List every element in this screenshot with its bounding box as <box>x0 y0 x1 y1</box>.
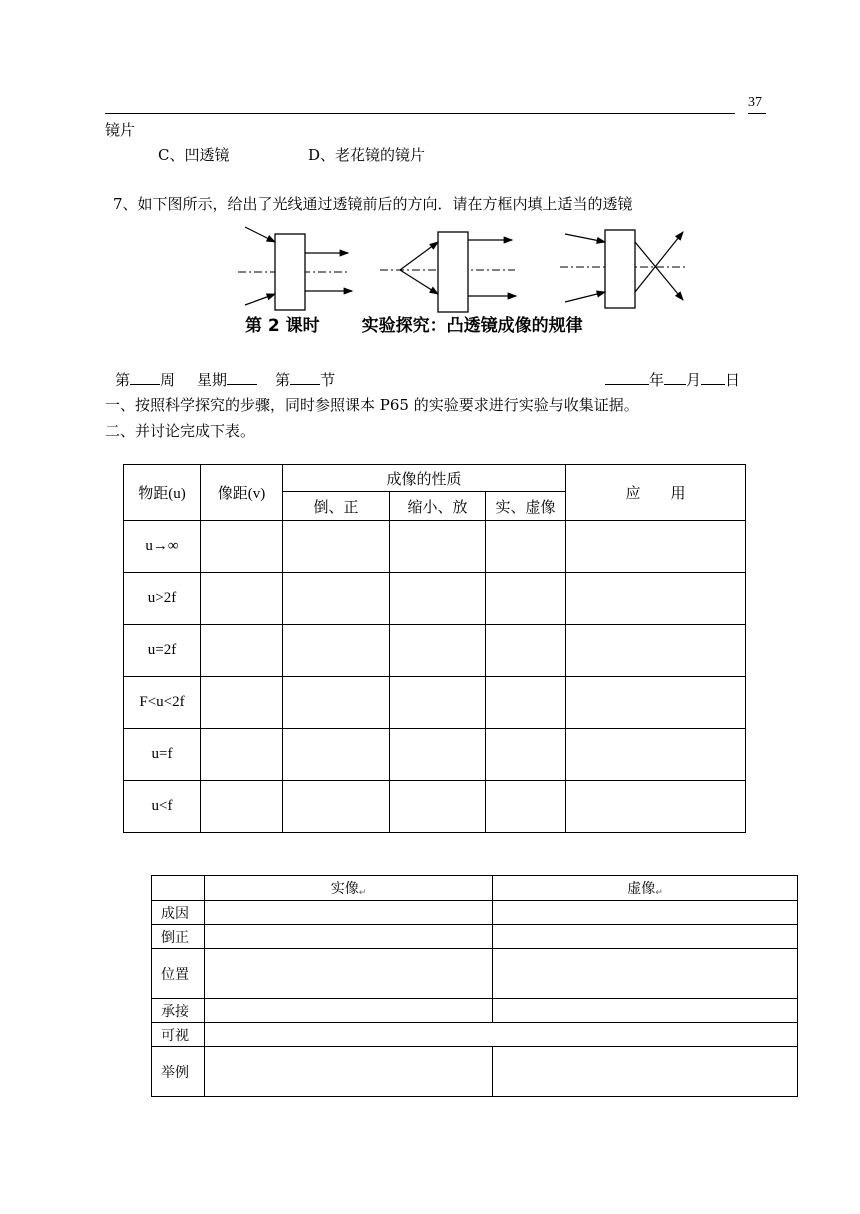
blank-period <box>290 369 320 385</box>
answer-cell[interactable] <box>566 521 746 573</box>
answer-cell[interactable] <box>566 625 746 677</box>
lens-diagram-1 <box>238 227 352 310</box>
answer-cell[interactable] <box>205 901 493 925</box>
lens-diagrams <box>230 222 700 317</box>
header-rule <box>105 113 735 114</box>
answer-cell[interactable] <box>205 925 493 949</box>
row-label: u→∞ <box>124 521 201 573</box>
label-di: 第 <box>115 371 131 389</box>
table-row <box>152 925 798 949</box>
instruction-1: 一、按照科学探究的步骤，同时参照课本 P65 的实验要求进行实验与收集证据。 <box>105 396 639 414</box>
answer-cell[interactable] <box>201 729 283 781</box>
question-7: 7、如下图所示，给出了光线通过透镜前后的方向．请在方框内填上适当的透镜 <box>113 195 633 213</box>
header-application: 应 用 <box>566 465 746 521</box>
header-virtual: 虚像↵ <box>493 876 798 901</box>
answer-cell[interactable] <box>205 999 493 1023</box>
answer-cell[interactable] <box>205 1047 493 1097</box>
option-c: C、凹透镜 <box>158 146 230 164</box>
lens-diagram-3 <box>560 230 685 308</box>
answer-cell[interactable] <box>493 901 798 925</box>
answer-cell[interactable] <box>566 729 746 781</box>
row-label: 位置 <box>152 949 205 999</box>
answer-cell[interactable] <box>566 573 746 625</box>
page-number: 37 <box>748 95 762 110</box>
answer-cell[interactable] <box>283 677 390 729</box>
answer-cell[interactable] <box>486 521 566 573</box>
lesson-title <box>245 316 583 336</box>
row-label: 可视 <box>152 1023 205 1047</box>
table-row <box>124 729 746 781</box>
blank-weekday <box>227 369 257 385</box>
answer-cell[interactable] <box>493 949 798 999</box>
answer-cell[interactable] <box>201 781 283 833</box>
header-size: 缩小、放 <box>390 492 486 521</box>
answer-cell[interactable] <box>493 999 798 1023</box>
line-continuation: 镜片 <box>105 121 136 139</box>
answer-cell[interactable] <box>390 677 486 729</box>
row-label: u>2f <box>124 573 201 625</box>
row-label: F<u<2f <box>124 677 201 729</box>
answer-cell[interactable] <box>390 781 486 833</box>
answer-cell[interactable] <box>283 573 390 625</box>
table-row <box>152 949 798 999</box>
instruction-2: 二、并讨论完成下表。 <box>105 422 256 440</box>
page-number-underline <box>748 113 766 114</box>
week-line <box>115 369 335 390</box>
answer-cell[interactable] <box>201 521 283 573</box>
table-row <box>124 781 746 833</box>
header-object-distance: 物距(u) <box>124 465 201 521</box>
answer-cell[interactable] <box>390 729 486 781</box>
label-yue: 月 <box>686 371 702 389</box>
label-nian: 年 <box>649 371 665 389</box>
table-row <box>152 1023 798 1047</box>
option-d: D、老花镜的镜片 <box>308 146 426 164</box>
answer-cell[interactable] <box>486 625 566 677</box>
answer-cell[interactable] <box>493 1047 798 1097</box>
table-row <box>152 999 798 1023</box>
table-row <box>124 573 746 625</box>
answer-cell[interactable] <box>493 925 798 949</box>
answer-cell[interactable] <box>283 521 390 573</box>
corner-cell <box>152 876 205 901</box>
answer-cell[interactable] <box>566 677 746 729</box>
blank-month <box>664 369 686 385</box>
answer-cell[interactable] <box>205 1023 798 1047</box>
answer-cell[interactable] <box>390 521 486 573</box>
answer-cell[interactable] <box>390 573 486 625</box>
label-zhou: 周 <box>160 371 176 389</box>
blank-week <box>130 369 160 385</box>
header-image-distance: 像距(v) <box>201 465 283 521</box>
imaging-table <box>123 464 746 833</box>
row-label: 倒正 <box>152 925 205 949</box>
blank-year <box>605 369 649 385</box>
label-xingqi: 星期 <box>197 371 228 389</box>
header-real: 实像↵ <box>205 876 493 901</box>
answer-cell[interactable] <box>283 729 390 781</box>
row-label: u<f <box>124 781 201 833</box>
label-jie: 节 <box>320 371 336 389</box>
table-row <box>124 677 746 729</box>
row-label: u=2f <box>124 625 201 677</box>
row-label: 成因 <box>152 901 205 925</box>
row-label: 承接 <box>152 999 205 1023</box>
table-row <box>124 521 746 573</box>
label-ri: 日 <box>725 371 741 389</box>
answer-cell[interactable] <box>566 781 746 833</box>
header-properties: 成像的性质 <box>283 465 566 492</box>
date-line <box>605 369 740 390</box>
answer-cell[interactable] <box>486 729 566 781</box>
answer-cell[interactable] <box>205 949 493 999</box>
lesson-topic: 实验探究：凸透镜成像的规律 <box>361 316 583 336</box>
table-row <box>152 901 798 925</box>
label-di2: 第 <box>275 371 291 389</box>
answer-cell[interactable] <box>390 625 486 677</box>
lens-diagram-2 <box>380 232 516 312</box>
lesson-number: 第 2 课时 <box>245 316 320 336</box>
table-row <box>152 1047 798 1097</box>
row-label: 举例 <box>152 1047 205 1097</box>
answer-cell[interactable] <box>486 781 566 833</box>
row-label: u=f <box>124 729 201 781</box>
answer-cell[interactable] <box>283 625 390 677</box>
answer-cell[interactable] <box>486 573 566 625</box>
header-inverted: 倒、正 <box>283 492 390 521</box>
answer-cell[interactable] <box>201 677 283 729</box>
real-virtual-table <box>151 875 798 1097</box>
answer-cell[interactable] <box>201 573 283 625</box>
header-real-virtual: 实、虚像 <box>486 492 566 521</box>
blank-day <box>701 369 725 385</box>
table-row <box>124 625 746 677</box>
answer-cell[interactable] <box>486 677 566 729</box>
answer-cell[interactable] <box>283 781 390 833</box>
answer-cell[interactable] <box>201 625 283 677</box>
